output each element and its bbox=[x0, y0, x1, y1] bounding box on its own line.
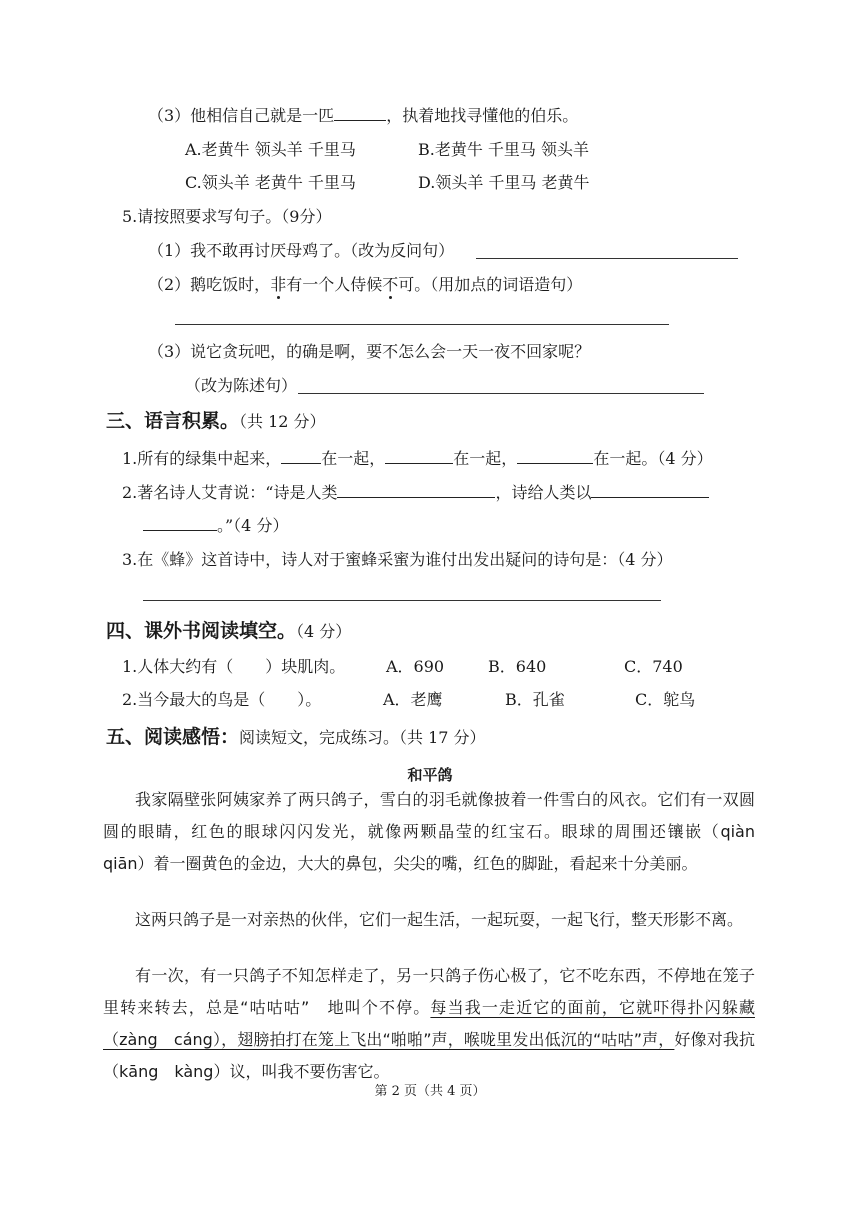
section-3-heading: 三、语言积累。（共 12 分） bbox=[106, 410, 326, 432]
q5-3-answer-line[interactable] bbox=[298, 393, 704, 394]
passage-title: 和平鸽 bbox=[407, 766, 453, 784]
q5-3-stem: （3）说它贪玩吧，的确是啊，要不怎么会一天一夜不回家呢？ bbox=[148, 342, 591, 361]
q5-1-answer-line[interactable] bbox=[476, 258, 738, 259]
q5-2-answer-line[interactable] bbox=[175, 324, 669, 325]
q4-3-stem: （3）他相信自己就是一匹 ，执着地找寻懂他的伯乐。 bbox=[148, 106, 579, 125]
q5-2-stem: （2）鹅吃饭时，非有一个人侍候不可。（用加点的词语造句） bbox=[148, 275, 583, 294]
q4-3-option-c[interactable]: C.领头羊 老黄牛 千里马 bbox=[185, 173, 356, 192]
sec4-q2-option-b[interactable]: B．孔雀 bbox=[505, 690, 565, 709]
sec3-q1-blank-1[interactable] bbox=[281, 449, 321, 464]
q4-3-option-a[interactable]: A.老黄牛 领头羊 千里马 bbox=[185, 140, 356, 159]
q5-3-note: （改为陈述句） bbox=[185, 376, 298, 395]
q4-3-option-d[interactable]: D.领头羊 千里马 老黄牛 bbox=[418, 173, 590, 192]
sec3-q2-blank-3[interactable] bbox=[143, 516, 217, 531]
sec3-q1-blank-2[interactable] bbox=[385, 449, 453, 464]
sec4-q1-option-a[interactable]: A．690 bbox=[386, 657, 445, 676]
passage-paragraph-1: 我家隔壁张阿姨家养了两只鸽子，雪白的羽毛就像披着一件雪白的风衣。它们有一双圆圆的眼睛，红色的眼球闪闪发光，就像两颗晶莹的红宝石。眼球的周围还镶嵌（qiàn qiān）着一圈黄色的金边，大大的鼻包，尖尖的嘴，红色的脚趾，看起来十分美丽。 bbox=[103, 790, 772, 873]
sec4-q2-stem: 2.当今最大的鸟是（ ）。 bbox=[122, 690, 322, 709]
sec4-q2-option-a[interactable]: A．老鹰 bbox=[383, 690, 443, 709]
passage-paragraph-3: 有一次，有一只鸽子不知怎样走了，另一只鸽子伤心极了，它不吃东西，不停地在笼子里转来转去，总是“咕咕咕” 地叫个不停。每当我一走近它的面前，它就吓得扑闪躲藏（zàng cáng），翅膀拍打在笼上飞出“啪啪”声，喉咙里发出低沉的“咕咕”声，好像对我抗（kāng kàng）议，叫我不要伤害它。 bbox=[103, 966, 755, 1081]
section-5-heading: 五、阅读感悟：阅读短文，完成练习。（共 17 分） bbox=[106, 726, 486, 748]
sec3-q1-blank-3[interactable] bbox=[517, 449, 593, 464]
sec3-q2: 2.著名诗人艾青说：“诗是人类 ，诗给人类以 bbox=[122, 482, 709, 504]
sec3-q3: 3.在《蜂》这首诗中，诗人对于蜜蜂采蜜为谁付出发出疑问的诗句是：（4 分） bbox=[122, 550, 673, 569]
underlined-sentence: 每当我一走近它的面前，它就吓得扑闪躲藏（zàng cáng），翅膀拍打在笼上飞出“啪啪”声，喉咙里发出低沉的“咕咕”声， bbox=[103, 998, 755, 1049]
sec3-q2-cont: 。”（4 分） bbox=[143, 515, 288, 537]
sec4-q1-stem: 1.人体大约有（ ）块肌肉。 bbox=[122, 657, 346, 676]
sec3-q1: 1.所有的绿集中起来， 在一起， 在一起， 在一起。（4 分） bbox=[122, 449, 713, 468]
q4-3-blank[interactable] bbox=[334, 106, 386, 121]
sec4-q1-option-c[interactable]: C．740 bbox=[624, 657, 683, 676]
q5-1-stem: （1）我不敢再讨厌母鸡了。（改为反问句） bbox=[148, 241, 455, 260]
page-footer: 第 2 页（共 4 页） bbox=[374, 1084, 486, 1099]
sec4-q1-option-b[interactable]: B．640 bbox=[488, 657, 547, 676]
emphasis-dot-char: 非 bbox=[270, 275, 287, 294]
sec3-q2-blank-2[interactable] bbox=[591, 483, 709, 498]
emphasis-dot-char: 不 bbox=[382, 275, 399, 294]
passage-paragraph-2: 这两只鸽子是一对亲热的伙伴，它们一起生活，一起玩耍，一起飞行，整天形影不离。 bbox=[135, 910, 744, 929]
sec3-q3-answer-line[interactable] bbox=[143, 600, 661, 601]
q5-title: 5.请按照要求写句子。（9分） bbox=[122, 207, 332, 226]
sec3-q2-blank-1[interactable] bbox=[337, 483, 495, 498]
q4-3-option-b[interactable]: B.老黄牛 千里马 领头羊 bbox=[418, 140, 590, 159]
section-4-heading: 四、课外书阅读填空。（4 分） bbox=[106, 620, 352, 642]
sec4-q2-option-c[interactable]: C．鸵鸟 bbox=[635, 690, 696, 709]
